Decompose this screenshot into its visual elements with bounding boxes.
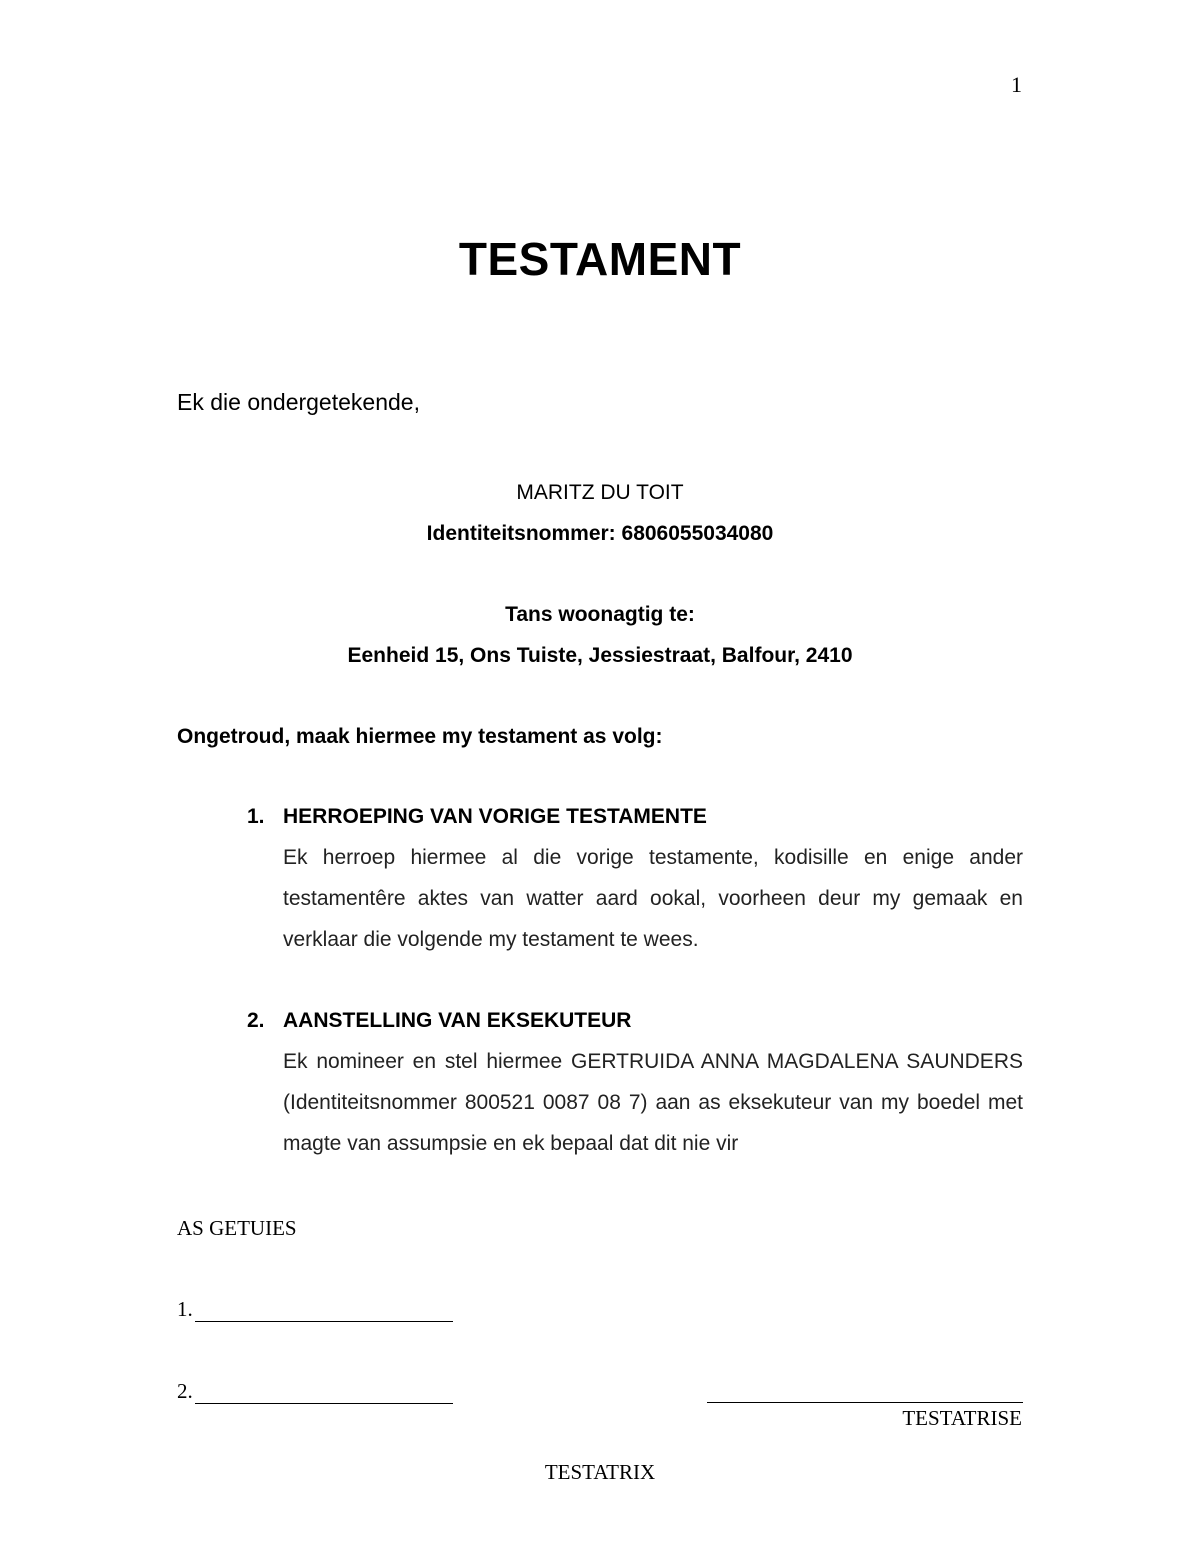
witness-1-signature-line — [195, 1301, 453, 1322]
address: Eenheid 15, Ons Tuiste, Jessiestraat, Balfour, 2410 — [347, 644, 853, 667]
section-number: 2. — [247, 1009, 265, 1032]
section-title: AANSTELLING VAN EKSEKUTEUR — [283, 1009, 632, 1032]
document-title: TESTAMENT — [458, 233, 742, 285]
status-statement: Ongetroud, maak hiermee my testament as volg: — [177, 725, 663, 748]
section-number: 1. — [247, 805, 265, 828]
residence-label: Tans woonagtig te: — [505, 603, 695, 626]
section-body: Ek herroep hiermee al die vorige testamente, kodisille en enige ander testamentêre aktes van watter aard ookal, voorheen deur my gemaak en verklaar die volgende my testament te wees. — [283, 846, 1023, 951]
witness-1-number: 1. — [177, 1297, 193, 1321]
section-title: HERROEPING VAN VORIGE TESTAMENTE — [283, 805, 707, 828]
witness-label: AS GETUIES — [177, 1216, 297, 1240]
witness-1-signature — [177, 1297, 453, 1322]
witness-2-signature — [177, 1379, 453, 1404]
intro-text: Ek die ondergetekende, — [177, 389, 420, 415]
section-executor — [177, 1009, 1023, 1164]
testatrise-signature-line — [707, 1402, 1023, 1403]
page-number: 1 — [1011, 72, 1022, 97]
section-body: Ek nomineer en stel hiermee GERTRUIDA ANNA MAGDALENA SAUNDERS (Identiteitsnommer 800521 0087 08 7) aan as eksekuteur van my boedel met magte van assumpsie en ek bepaal dat dit nie vir — [283, 1050, 1023, 1155]
section-revocation — [177, 805, 1023, 960]
section-heading — [177, 805, 1023, 829]
witness-2-signature-line — [195, 1383, 453, 1404]
testatrise-label: TESTATRISE — [902, 1406, 1022, 1430]
section-heading — [177, 1009, 1023, 1033]
id-number: Identiteitsnommer: 6806055034080 — [426, 522, 774, 545]
testatrix-footer: TESTATRIX — [544, 1460, 656, 1484]
witness-2-number: 2. — [177, 1379, 193, 1403]
testator-name: MARITZ DU TOIT — [516, 481, 684, 504]
